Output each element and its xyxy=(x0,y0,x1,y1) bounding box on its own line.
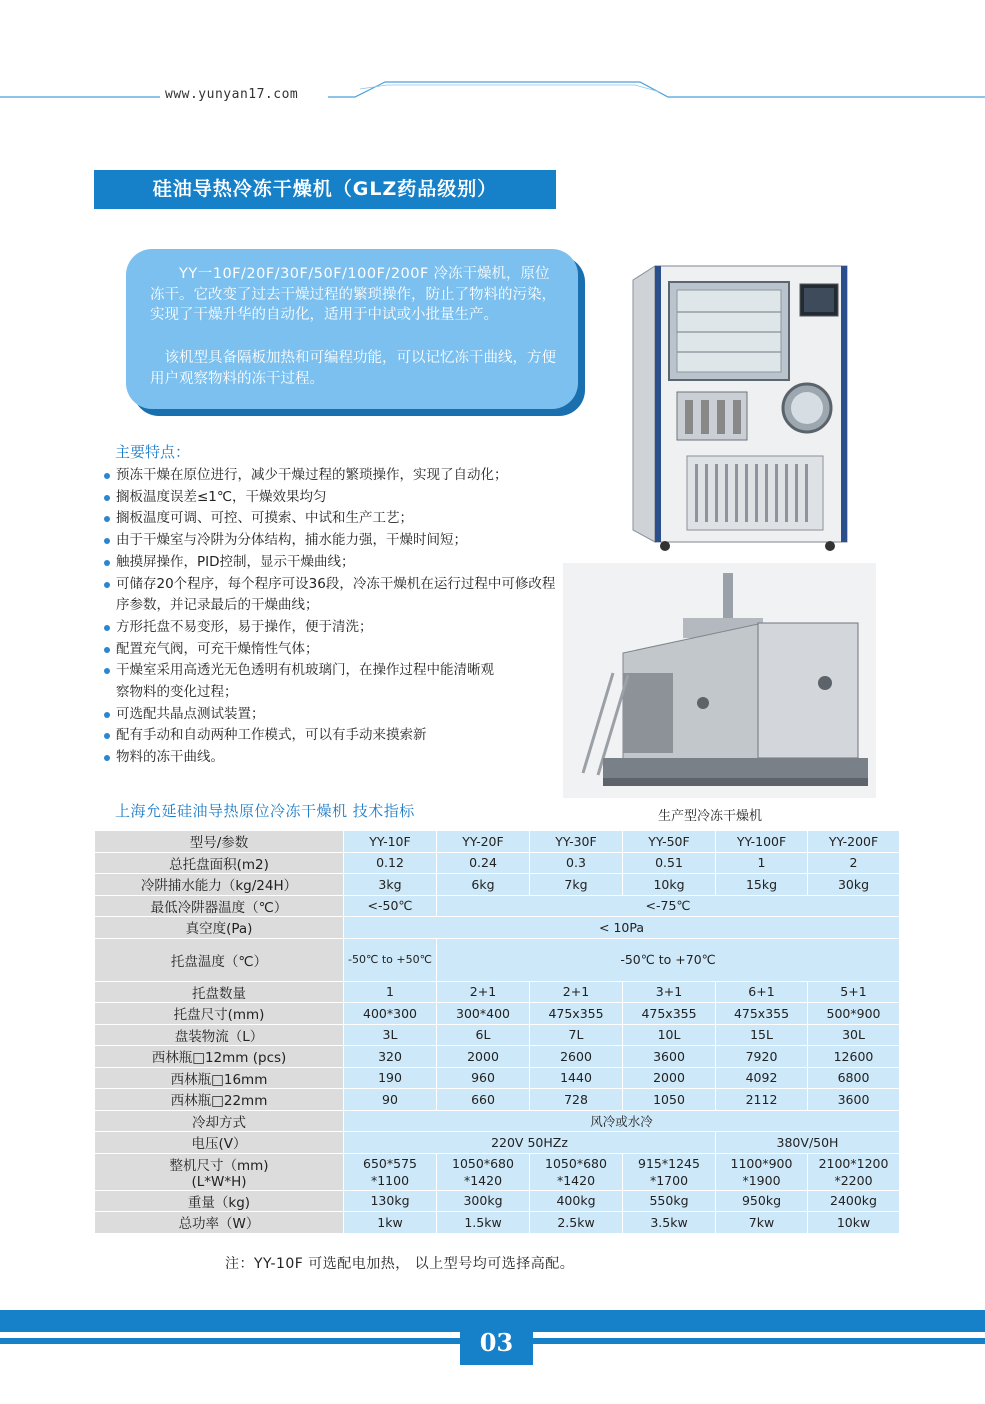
model-name: YY-30F xyxy=(530,831,623,853)
intro-paragraph-2: 该机型具备隔板加热和可编程功能，可以记忆冻干曲线，方便用户观察物料的冻干过程。 xyxy=(150,350,556,387)
cell: <-75℃ xyxy=(437,895,900,917)
spec-row-area xyxy=(95,852,900,874)
feature-item: 可选配共晶点测试装置； xyxy=(102,704,572,726)
row-label: 托盘尺寸(mm) xyxy=(95,1003,344,1025)
row-label: 冷却方式 xyxy=(95,1110,344,1132)
feature-item: 由于干燥室与冷阱为分体结构，捕水能力强，干燥时间短； xyxy=(102,530,572,552)
site-url: www.yunyan17.com xyxy=(165,87,299,102)
cell: 2 xyxy=(808,852,900,874)
spec-row-vial22 xyxy=(95,1089,900,1111)
pilot-freeze-dryer-image xyxy=(625,262,855,552)
feature-item: 干燥室采用高透光无色透明有机玻璃门，在操作过程中能清晰观察物料的变化过程； xyxy=(102,660,496,703)
spec-note: 注：YY-10F 可选配电加热， 以上型号均可选择高配。 xyxy=(225,1256,575,1272)
row-label: 西林瓶□22mm xyxy=(95,1089,344,1111)
cell: 1kw xyxy=(344,1212,437,1234)
cell: 7920 xyxy=(716,1046,808,1068)
cell: 1 xyxy=(716,852,808,874)
spec-row-mintemp xyxy=(95,895,900,917)
spec-row-power xyxy=(95,1212,900,1234)
row-label: 重量（kg) xyxy=(95,1190,344,1212)
row-label: 西林瓶□16mm xyxy=(95,1067,344,1089)
cell xyxy=(808,1153,900,1190)
row-label xyxy=(95,1153,344,1190)
cell xyxy=(344,1153,437,1190)
cell xyxy=(530,1153,623,1190)
cell: 风冷或水冷 xyxy=(344,1110,900,1132)
cell: 0.24 xyxy=(437,852,530,874)
cell: 2+1 xyxy=(530,981,623,1003)
cell: 30L xyxy=(808,1024,900,1046)
spec-row-traycount xyxy=(95,981,900,1003)
spec-row-volume xyxy=(95,1024,900,1046)
feature-item: 搁板温度误差≤1℃，干燥效果均匀 xyxy=(102,487,572,509)
row-label: 总托盘面积(m2) xyxy=(95,852,344,874)
cell: 4092 xyxy=(716,1067,808,1089)
row-label: 真空度(Pa) xyxy=(95,917,344,939)
spec-row-vial16 xyxy=(95,1067,900,1089)
cell: 5+1 xyxy=(808,981,900,1003)
cell: 960 xyxy=(437,1067,530,1089)
model-name: YY-10F xyxy=(344,831,437,853)
cell-line: *1700 xyxy=(649,1172,689,1188)
cell: -50℃ to +70℃ xyxy=(437,938,900,981)
header-decor-line xyxy=(0,60,985,120)
intro-text-1: 冷冻干燥机，原位冻干。它改变了过去干燥过程的繁琐操作，防止了物料的污染，实现了干燥升华的自动化，适用于中试或小批量生产。 xyxy=(150,266,556,323)
spec-row-weight xyxy=(95,1190,900,1212)
cell: 1440 xyxy=(530,1067,623,1089)
cell-line: *1420 xyxy=(556,1172,596,1188)
cell: 10kw xyxy=(808,1212,900,1234)
cell: 728 xyxy=(530,1089,623,1111)
cell: 3L xyxy=(344,1024,437,1046)
cell: 400kg xyxy=(530,1190,623,1212)
cell: 2000 xyxy=(437,1046,530,1068)
cell: 10kg xyxy=(623,874,716,896)
cell: 950kg xyxy=(716,1190,808,1212)
cell-line: *1100 xyxy=(370,1172,410,1188)
cell: 2.5kw xyxy=(530,1212,623,1234)
feature-item: 方形托盘不易变形，易于操作，便于清洗； xyxy=(102,617,572,639)
spec-row-traysize xyxy=(95,1003,900,1025)
cell: 500*900 xyxy=(808,1003,900,1025)
spec-header-row xyxy=(95,831,900,853)
feature-item: 可储存20个程序，每个程序可设36段，冷冻干燥机在运行过程中可修改程序参数，并记录最后的干燥曲线； xyxy=(102,574,566,617)
cell: 3.5kw xyxy=(623,1212,716,1234)
spec-header-label: 型号/参数 xyxy=(95,831,344,853)
row-label: 托盘数量 xyxy=(95,981,344,1003)
cell: 30kg xyxy=(808,874,900,896)
feature-item: 触摸屏操作，PID控制，显示干燥曲线； xyxy=(102,552,572,574)
cell xyxy=(623,1153,716,1190)
model-name: YY-100F xyxy=(716,831,808,853)
cell: 2000 xyxy=(623,1067,716,1089)
cell: 380V/50H xyxy=(716,1132,900,1154)
row-label: 盘装物流（L） xyxy=(95,1024,344,1046)
spec-row-capacity xyxy=(95,874,900,896)
cell-line: *2200 xyxy=(834,1172,873,1188)
features-heading: 主要特点： xyxy=(115,443,191,461)
cell-line: 1100*900 xyxy=(730,1155,793,1171)
spec-row-voltage xyxy=(95,1132,900,1154)
spec-title: 上海允延硅油导热原位冷冻干燥机 技术指标 xyxy=(115,802,415,820)
intro-models: YY一10F/20F/30F/50F/100F/200F xyxy=(179,266,429,282)
cell: 10L xyxy=(623,1024,716,1046)
cell: 1 xyxy=(344,981,437,1003)
cell: 130kg xyxy=(344,1190,437,1212)
cell: 475x355 xyxy=(716,1003,808,1025)
cell: < 10Pa xyxy=(344,917,900,939)
cell: 190 xyxy=(344,1067,437,1089)
cell-line: 1050*680 xyxy=(545,1155,607,1171)
row-label: 电压(V） xyxy=(95,1132,344,1154)
cell: 1.5kw xyxy=(437,1212,530,1234)
cell: 1050 xyxy=(623,1089,716,1111)
cell: 475x355 xyxy=(530,1003,623,1025)
row-label-line: 整机尺寸（mm) xyxy=(169,1157,269,1174)
cell: 300kg xyxy=(437,1190,530,1212)
cell: 320 xyxy=(344,1046,437,1068)
spec-table xyxy=(94,830,900,1234)
cell: 660 xyxy=(437,1089,530,1111)
cell: 2400kg xyxy=(808,1190,900,1212)
cell xyxy=(716,1153,808,1190)
cell: 220V 50HZz xyxy=(344,1132,716,1154)
cell: 0.51 xyxy=(623,852,716,874)
title-bar xyxy=(94,170,556,209)
model-name: YY-50F xyxy=(623,831,716,853)
production-dryer-caption: 生产型冷冻干燥机 xyxy=(658,809,763,824)
row-label: 托盘温度（℃） xyxy=(95,938,344,981)
cell: 3600 xyxy=(808,1089,900,1111)
cell: 6+1 xyxy=(716,981,808,1003)
cell: 3600 xyxy=(623,1046,716,1068)
cell: 400*300 xyxy=(344,1003,437,1025)
model-name: YY-20F xyxy=(437,831,530,853)
cell: 550kg xyxy=(623,1190,716,1212)
cell: 6800 xyxy=(808,1067,900,1089)
cell: 15kg xyxy=(716,874,808,896)
cell-line: 650*575 xyxy=(363,1155,417,1171)
cell-line: *1900 xyxy=(742,1172,781,1188)
spec-row-vial12 xyxy=(95,1046,900,1068)
page-title: 硅油导热冷冻干燥机（GLZ药品级别） xyxy=(152,178,498,200)
cell: 2112 xyxy=(716,1089,808,1111)
cell: 0.12 xyxy=(344,852,437,874)
cell: 6kg xyxy=(437,874,530,896)
row-label-line: (L*W*H) xyxy=(191,1173,247,1190)
cell: 3kg xyxy=(344,874,437,896)
cell: 15L xyxy=(716,1024,808,1046)
cell: 0.3 xyxy=(530,852,623,874)
feature-item: 搁板温度可调、可控、可摸索、中试和生产工艺； xyxy=(102,508,572,530)
cell-line: 1050*680 xyxy=(452,1155,514,1171)
cell: 6L xyxy=(437,1024,530,1046)
row-label: 总功率（W） xyxy=(95,1212,344,1234)
model-name: YY-200F xyxy=(808,831,900,853)
cell: 12600 xyxy=(808,1046,900,1068)
page-number: 03 xyxy=(479,1328,514,1357)
cell-line: 2100*1200 xyxy=(818,1155,889,1171)
features-list xyxy=(102,465,572,769)
cell: 300*400 xyxy=(437,1003,530,1025)
row-label: 冷阱捕水能力（kg/24H） xyxy=(95,874,344,896)
cell: 7kw xyxy=(716,1212,808,1234)
feature-item: 配有手动和自动两种工作模式，可以有手动来摸索新 xyxy=(102,725,572,747)
feature-item: 配置充气阀，可充干燥惰性气体； xyxy=(102,639,572,661)
spec-row-dims xyxy=(95,1153,900,1190)
cell-line: *1420 xyxy=(463,1172,503,1188)
feature-item: 预冻干燥在原位进行，减少干燥过程的繁琐操作，实现了自动化； xyxy=(102,465,572,487)
cell-line: 915*1245 xyxy=(638,1155,700,1171)
production-freeze-dryer-image xyxy=(563,563,876,798)
cell: 3+1 xyxy=(623,981,716,1003)
cell: 475x355 xyxy=(623,1003,716,1025)
cell: 2600 xyxy=(530,1046,623,1068)
spec-row-cooling xyxy=(95,1110,900,1132)
cell xyxy=(437,1153,530,1190)
cell: 2+1 xyxy=(437,981,530,1003)
row-label: 西林瓶□12mm (pcs) xyxy=(95,1046,344,1068)
cell: <-50℃ xyxy=(344,895,437,917)
cell: 7kg xyxy=(530,874,623,896)
cell: 90 xyxy=(344,1089,437,1111)
row-label: 最低冷阱器温度（℃） xyxy=(95,895,344,917)
spec-row-vacuum xyxy=(95,917,900,939)
cell: 7L xyxy=(530,1024,623,1046)
intro-paragraph-1 xyxy=(150,264,560,326)
spec-row-traytemp xyxy=(95,938,900,981)
feature-item: 物料的冻干曲线。 xyxy=(102,747,572,769)
cell: -50℃ to +50℃ xyxy=(344,938,437,981)
